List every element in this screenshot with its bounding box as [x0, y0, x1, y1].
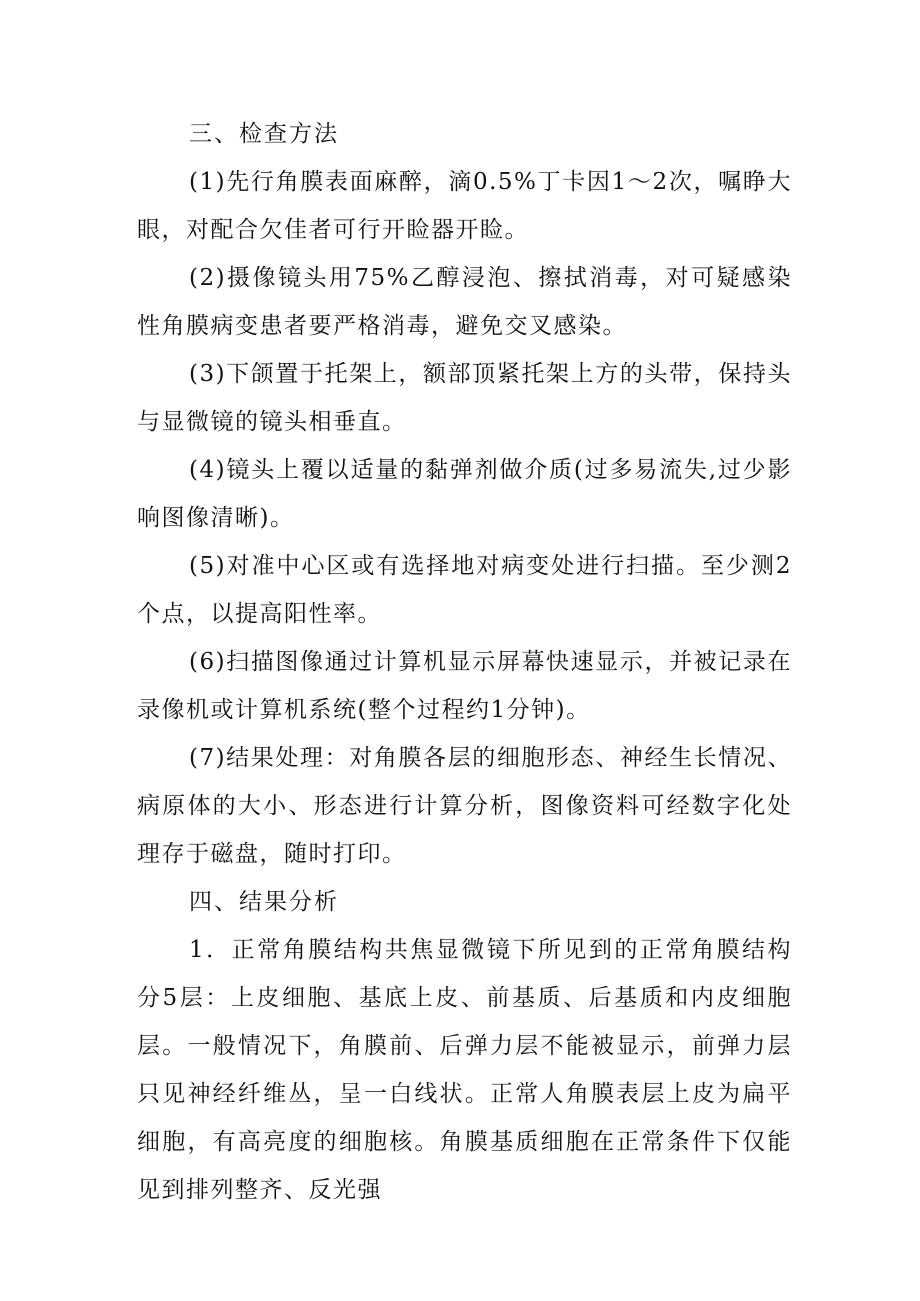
step-3-paragraph: (3)下颌置于托架上，额部顶紧托架上方的头带，保持头与显微镜的镜头相垂直。: [137, 361, 792, 435]
result-paragraph-1: 1．正常角膜结构共焦显微镜下所见到的正常角膜结构分5层：上皮细胞、基底上皮、前基质、后基质和内皮细胞层。一般情况下，角膜前、后弹力层不能被显示，前弹力层只见神经纤维丛，呈一白线状。正常人角膜表层上皮为扁平细胞，有高亮度的细胞核。角膜基质细胞在正常条件下仅能见到排列整齐、反光强: [137, 937, 792, 1203]
step-6-paragraph: (6)扫描图像通过计算机显示屏幕快速显示，并被记录在录像机或计算机系统(整个过程约1分钟)。: [137, 649, 792, 723]
step-5-paragraph: (5)对准中心区或有选择地对病变处进行扫描。至少测2个点，以提高阳性率。: [137, 553, 792, 627]
section-heading-examination-method: 三、检查方法: [189, 121, 339, 147]
step-4-paragraph: (4)镜头上覆以适量的黏弹剂做介质(过多易流失,过少影响图像清晰)。: [137, 457, 792, 531]
document-body: [137, 110, 792, 1214]
section-heading-result-analysis: 四、结果分析: [189, 889, 339, 915]
step-2-paragraph: (2)摄像镜头用75%乙醇浸泡、擦拭消毒，对可疑感染性角膜病变患者要严格消毒，避免交叉感染。: [137, 265, 792, 339]
step-7-paragraph: (7)结果处理：对角膜各层的细胞形态、神经生长情况、病原体的大小、形态进行计算分析，图像资料可经数字化处理存于磁盘，随时打印。: [137, 745, 792, 867]
step-1-paragraph: (1)先行角膜表面麻醉，滴0.5%丁卡因1～2次，嘱睁大眼，对配合欠佳者可行开睑器开睑。: [137, 169, 792, 243]
